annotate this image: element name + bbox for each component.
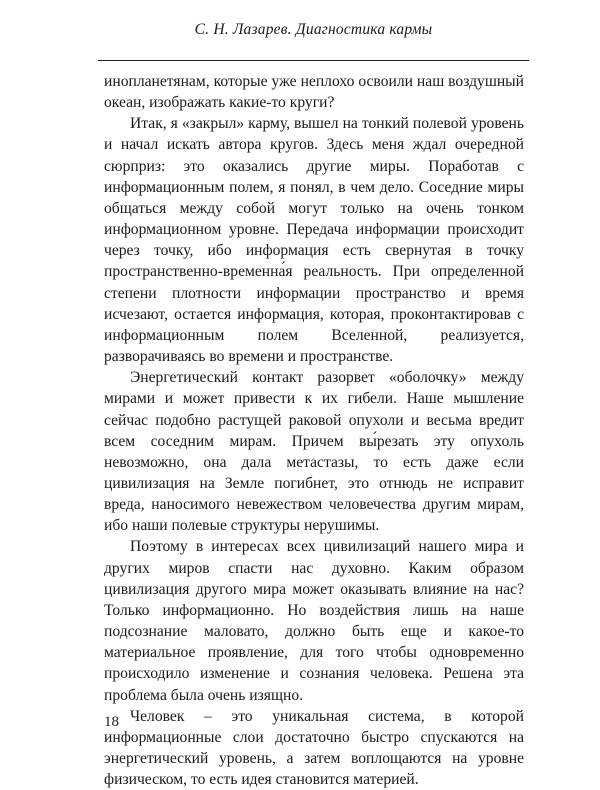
header-rule [98,60,529,61]
page-number: 18 [104,714,119,730]
paragraph: инопланетянам, которые уже неплохо освоили наш воздушный океан, изображать какие-то круги? [104,73,524,112]
paragraph: Энергетический контакт разорвет «оболочку» между мирами и может привести к их гибели. Наше мышление сейчас подобно растущей раковой опухоли и весьма вредит всем соседним мирам. Причем вы́резать эту опухоль невозможно, она дала метастазы, то есть даже если цивилизация на Земле погибнет, это отнюдь не исправит вреда, наносимого невежеством человечества другим мирам, ибо наши полевые структуры нерушимы. [104,369,524,535]
paragraph: Человек – это уникальная система, в которой информационные слои достаточно быстро спускаются на энергетический уровень, а затем воплощаются на уровне физическом, то есть идея становится материей. [104,707,524,789]
body-text [104,71,524,790]
paragraph: Итак, я «закрыл» карму, вышел на тонкий полевой уровень и начал искать автора кругов. Здесь меня ждал очередной сюрприз: это оказались другие миры. Поработав с информационным полем, я понял, в чем дело. Соседние миры общаться между собой могут только на очень тонком информационном уровне. Передача информации происходит через точку, ибо информация есть свернутая в точку пространственно-временна́я реальность. При определенной степени плотности информации пространство и время исчезают, остается информация, которая, проконтактировав с информационным полем Вселенной, реализуется, разворачиваясь во времени и пространстве. [104,115,524,366]
paragraph: Поэтому в интересах всех цивилизаций нашего мира и других миров спасти нас духовно. Каким образом цивилизация другого мира может оказывать влияние на нас? Только информационно. Но воздействия лишь на наше подсознание маловато, должно быть еще и какое-то материальное проявление, для того чтобы одновременно происходило изменение и сознания человека. Решена эта проблема была очень изящно. [104,538,524,704]
running-head: С. Н. Лазарев. Диагностика кармы [194,21,433,38]
